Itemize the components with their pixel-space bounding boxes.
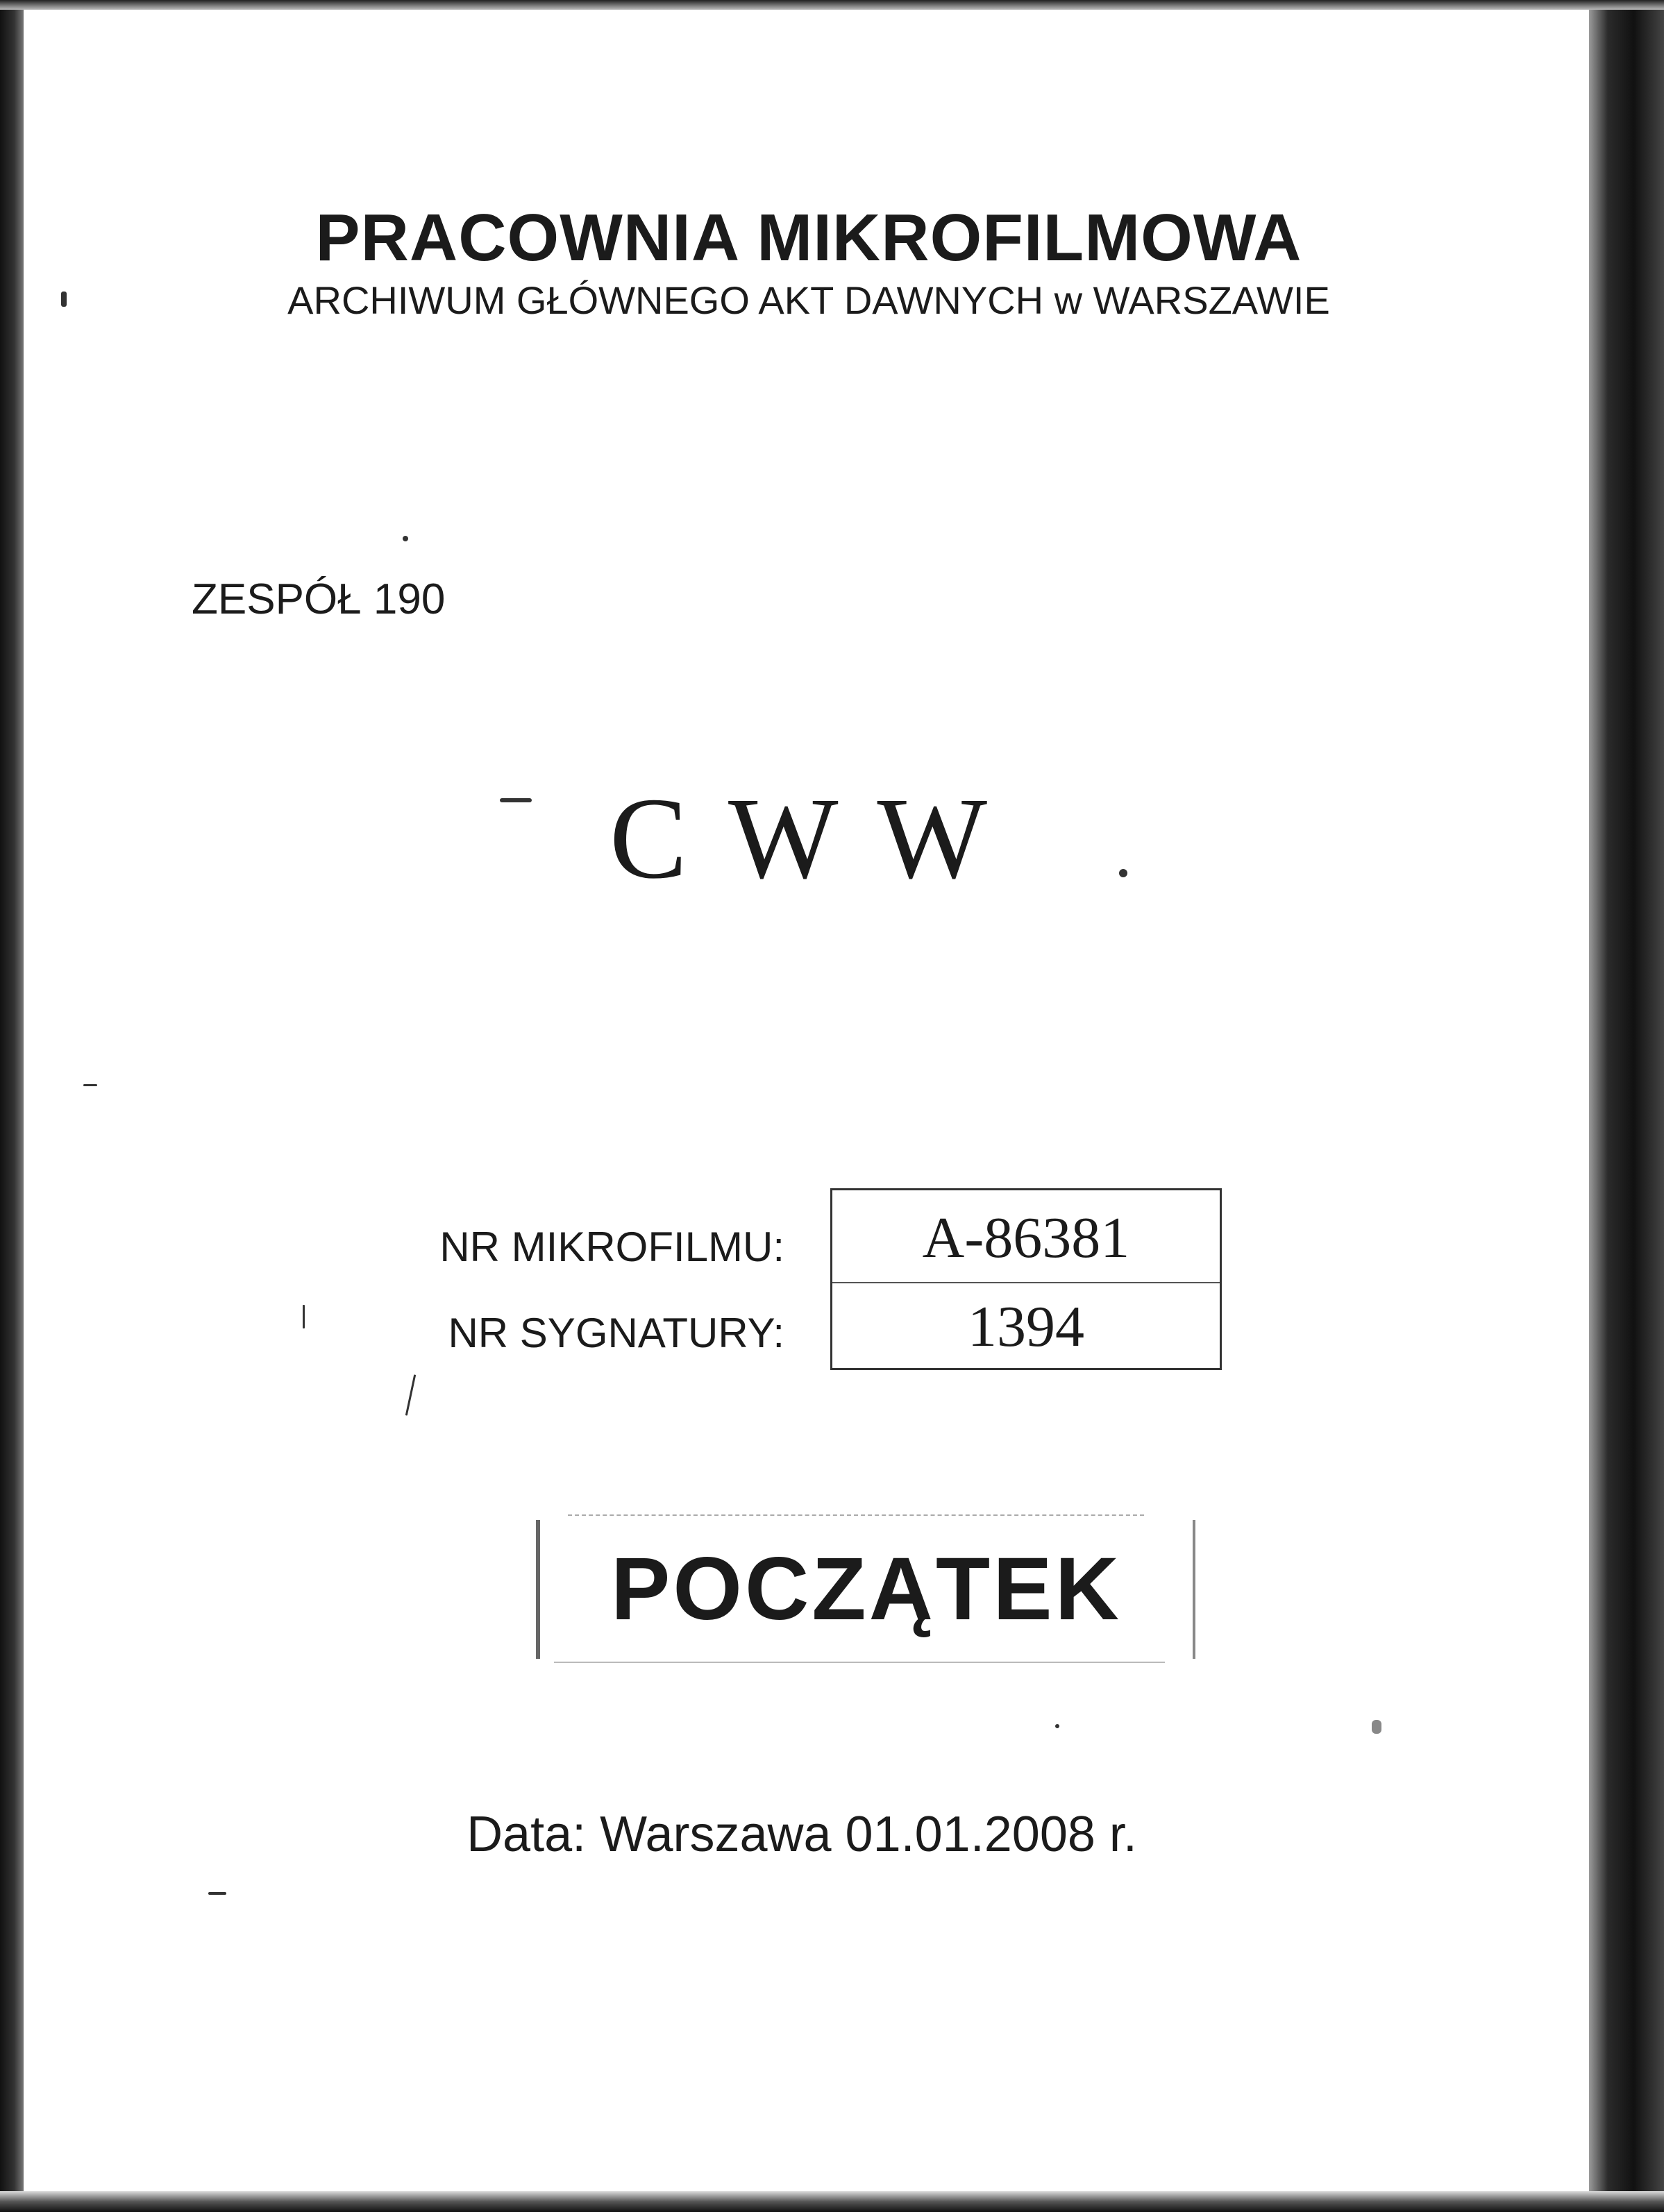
collection-code: C W W [609, 774, 995, 903]
stamp-edge-bottom [554, 1662, 1165, 1663]
scan-speck [1119, 869, 1127, 877]
scan-speck [61, 292, 67, 307]
page-title: PRACOWNIA MIKROFILMOWA [315, 201, 1302, 275]
identifier-table [830, 1188, 1222, 1370]
signature-label: NR SYGNATURY: [448, 1310, 784, 1356]
scan-edge-bottom [0, 2191, 1664, 2212]
signature-number: 1394 [968, 1294, 1084, 1359]
microfilm-number: A-86381 [922, 1206, 1130, 1270]
scan-edge-top [0, 0, 1664, 10]
date-line: Data: Warszawa 01.01.2008 r. [467, 1807, 1137, 1862]
start-stamp [536, 1520, 1195, 1659]
scan-edge-right [1589, 0, 1664, 2212]
scan-speck [208, 1892, 226, 1895]
microfilm-label: NR MIKROFILMU: [439, 1224, 784, 1270]
stamp-text: POCZĄTEK [611, 1539, 1122, 1639]
scan-speck [303, 1305, 305, 1328]
scan-speck [405, 1374, 416, 1415]
fond-number: ZESPÓŁ 190 [192, 575, 446, 623]
stamp-edge-top [568, 1514, 1144, 1516]
table-divider [832, 1282, 1220, 1283]
scan-edge-left [0, 0, 24, 2212]
scan-speck [500, 798, 532, 802]
scan-speck [83, 1084, 97, 1086]
scan-speck [1372, 1720, 1381, 1734]
scan-speck [403, 536, 408, 541]
archive-name: ARCHIWUM GŁÓWNEGO AKT DAWNYCH w WARSZAWIE [287, 278, 1330, 322]
scan-speck [1055, 1724, 1059, 1728]
